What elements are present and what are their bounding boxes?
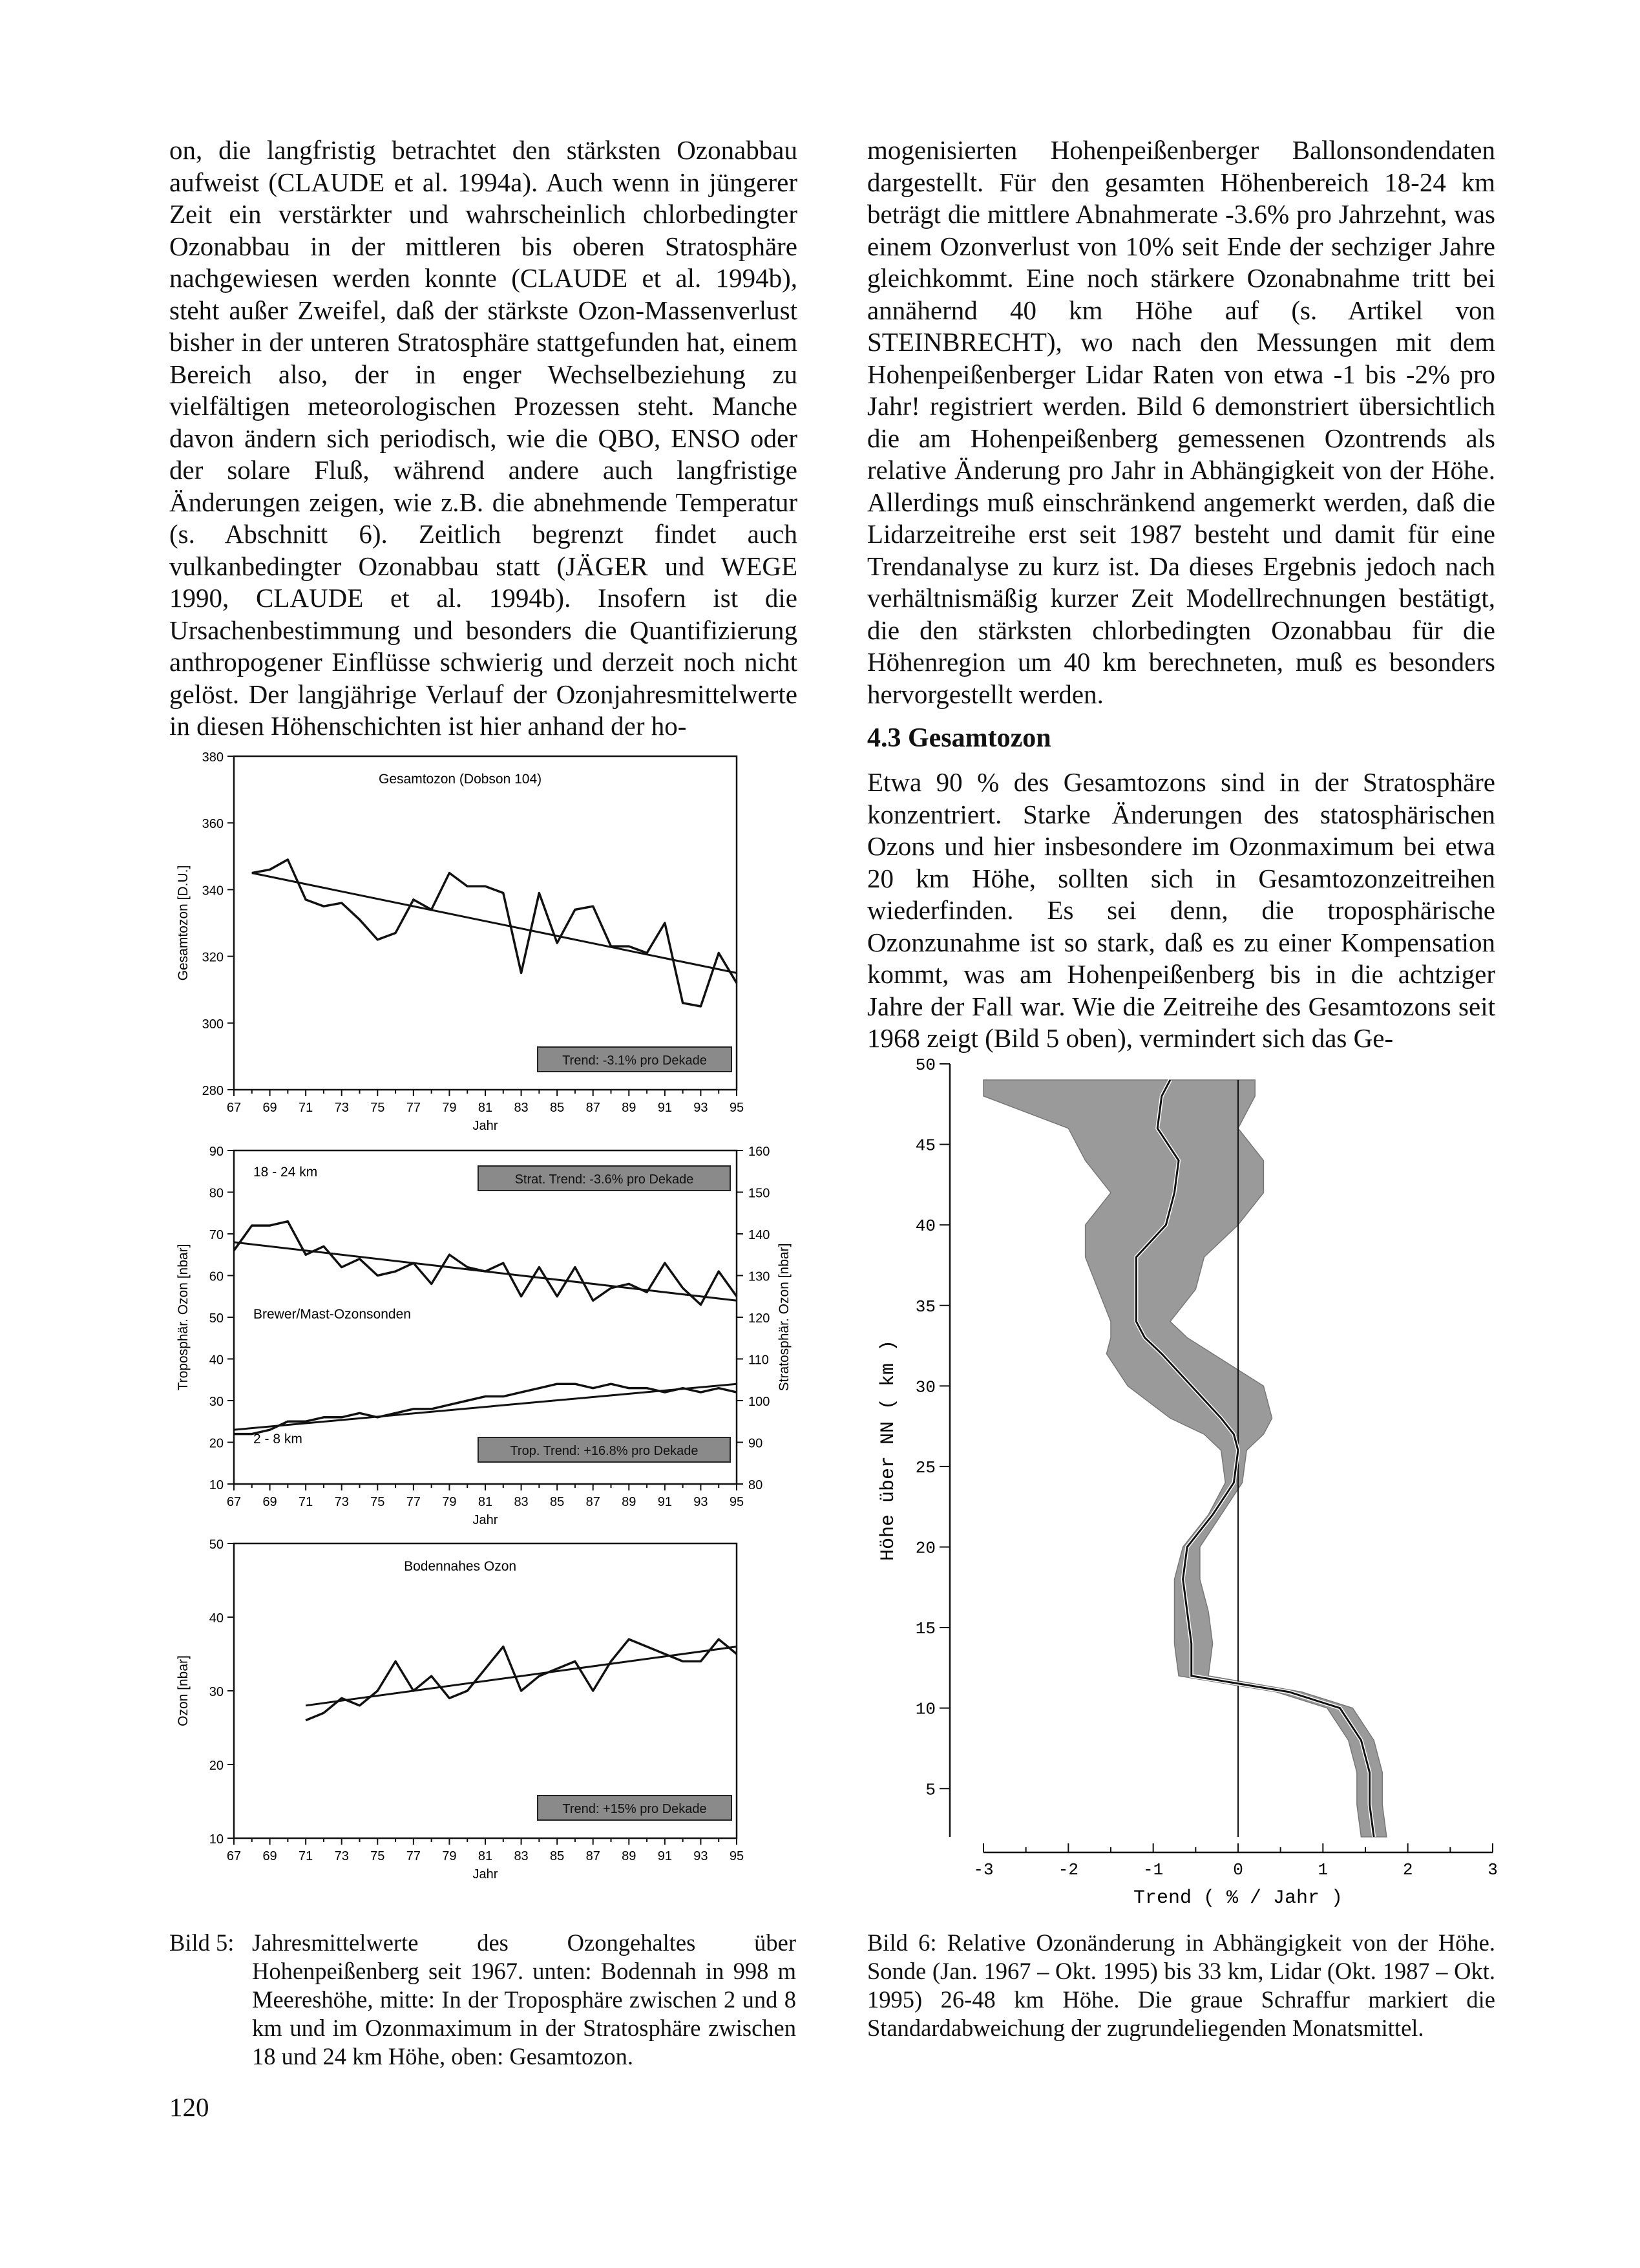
x-tick-label: 89 xyxy=(622,1101,636,1115)
y-tick-label: 20 xyxy=(209,1759,224,1773)
x-tick-label: 2 xyxy=(1402,1860,1413,1880)
y-tick-label: 10 xyxy=(209,1478,224,1492)
y-tick-label: 50 xyxy=(915,1055,936,1075)
y-axis-label: Troposphär. Ozon [nbar] xyxy=(176,1244,191,1391)
y-tick-label: 15 xyxy=(915,1619,936,1639)
x-tick-label: -3 xyxy=(973,1860,994,1880)
trend-badge-label: Trop. Trend: +16.8% pro Dekade xyxy=(510,1444,699,1458)
trend-line xyxy=(234,1384,737,1430)
x-tick-label: 87 xyxy=(585,1495,600,1509)
x-tick-label: 71 xyxy=(299,1101,313,1115)
x-tick-label: 93 xyxy=(693,1495,708,1509)
x-tick-label: 0 xyxy=(1233,1860,1243,1880)
x-tick-label: 71 xyxy=(299,1849,313,1863)
x-tick-label: 67 xyxy=(226,1495,242,1509)
left-text-column xyxy=(169,134,797,743)
chart-title: Bodennahes Ozon xyxy=(404,1559,517,1574)
x-tick-label: 77 xyxy=(406,1495,421,1509)
y-right-tick-label: 140 xyxy=(748,1228,770,1242)
y-tick-label: 10 xyxy=(915,1699,936,1719)
caption-text: Jahresmittelwerte des Ozongehaltes über Hohenpeißenberg seit 1967. unten: Bodennah in 998 m Meereshöhe, mitte: In der Troposphäre zwischen 2 und 8 km und im Ozonmaximum in der Stratosphäre zwischen 18 und 24 km Höhe, oben: Gesamtozon. xyxy=(252,1929,796,2070)
y-tick-label: 80 xyxy=(209,1186,224,1201)
x-axis-label: Jahr xyxy=(472,1867,498,1881)
x-tick-label: 67 xyxy=(226,1101,242,1115)
y-axis-label: Ozon [nbar] xyxy=(176,1655,191,1726)
x-tick-label: 95 xyxy=(729,1495,744,1509)
x-tick-label: 89 xyxy=(622,1495,636,1509)
paragraph: Etwa 90 % des Gesamtozons sind in der Stratosphäre konzentriert. Starke Änderungen des statosphärischen Ozons und hier insbesondere im Ozonmaximum bei etwa 20 km Höhe, sollten sich in Gesamtozonzeitreihen wiederfinden. Es sei denn, die troposphärische Ozonzunahme ist so stark, daß es zu einer Kompensation kommt, was am Hohenpeißenberg bis in die achtziger Jahre der Fall war. Wie die Zeitreihe des Gesamtozons seit 1968 zeigt (Bild 5 oben), vermindert sich das Ge- xyxy=(867,767,1495,1053)
x-tick-label: 95 xyxy=(729,1849,744,1863)
y-tick-label: 50 xyxy=(209,1311,224,1326)
x-tick-label: 93 xyxy=(693,1849,708,1863)
x-tick-label: 73 xyxy=(334,1849,349,1863)
x-tick-label: 69 xyxy=(262,1495,277,1509)
series-line xyxy=(306,1639,737,1720)
y-right-tick-label: 100 xyxy=(748,1395,770,1409)
plot-frame xyxy=(234,756,737,1090)
y-right-axis-label: Stratosphär. Ozon [nbar] xyxy=(777,1243,792,1392)
y-right-tick-label: 80 xyxy=(748,1478,763,1492)
y-tick-label: 30 xyxy=(209,1685,224,1699)
y-right-tick-label: 90 xyxy=(748,1436,763,1451)
series-line xyxy=(252,860,737,1006)
paragraph: on, die langfristig betrachtet den stärksten Ozonabbau aufweist (CLAUDE et al. 1994a). Auch wenn in jüngerer Zeit ein verstärkter und wahrscheinlich chlorbedingter Ozonabbau in der mittleren bis oberen Stratosphäre nachgewiesen werden konnte (CLAUDE et al. 1994b), steht außer Zweifel, daß der stärkste Ozon-Massenverlust bisher in der unteren Stratosphäre stattgefunden hat, einem Bereich also, der in enger Wechselbeziehung zu vielfältigen meteorologischen Prozessen steht. Manche davon ändern sich periodisch, wie die QBO, ENSO oder der solare Fluß, während andere auch langfristige Änderungen zeigen, wie z.B. die abnehmende Temperatur (s. Abschnitt 6). Zeitlich begrenzt findet auch vulkanbedingter Ozonabbau statt (JÄGER und WEGE 1990, CLAUDE et al. 1994b). Insofern ist die Ursachenbestimmung und besonders die Quantifizierung anthropogener Einflüsse schwierig und derzeit noch nicht gelöst. Der langjährige Verlauf der Ozonjahresmittelwerte in diesen Höhenschichten ist hier anhand der ho- xyxy=(169,135,797,741)
figure-5 xyxy=(169,750,803,1894)
y-tick-label: 45 xyxy=(915,1136,936,1156)
paragraph: mogenisierten Hohenpeißenberger Ballonsondendaten dargestellt. Für den gesamten Höhenbereich 18-24 km beträgt die mittlere Abnahmerate -3.6% pro Jahrzehnt, was einem Ozonverlust von 10% seit Ende der sechziger Jahre gleichkommt. Eine noch stärkere Ozonabnahme tritt bei annähernd 40 km Höhe auf (s. Artikel von STEINBRECHT), wo nach den Messungen mit dem Hohenpeißenberger Lidar Raten von etwa -1 bis -2% pro Jahr! registriert werden. Bild 6 demonstriert übersichtlich die am Hohenpeißenberg gemessenen Ozontrends als relative Änderung pro Jahr in Abhängigkeit von der Höhe. Allerdings muß einschränkend angemerkt werden, daß die Lidarzeitreihe erst seit 1987 besteht und damit für eine Trendanalyse zu kurz ist. Da dieses Ergebnis jedoch nach verhältnismäßig kurzer Zeit Modellrechnungen bestätigt, die den stärksten chlorbedingten Ozonabbau für die Höhenregion um 40 km berechneten, muß es besonders hervorgestellt werden. xyxy=(867,135,1495,709)
trend-badge-label: Trend: +15% pro Dekade xyxy=(562,1802,707,1816)
x-tick-label: 1 xyxy=(1318,1860,1329,1880)
x-tick-label: 85 xyxy=(550,1495,565,1509)
section-text-column xyxy=(867,767,1495,1055)
x-tick-label: 77 xyxy=(406,1849,421,1863)
x-tick-label: 89 xyxy=(622,1849,636,1863)
y-tick-label: 70 xyxy=(209,1228,224,1242)
x-axis-label: Jahr xyxy=(472,1513,498,1527)
y-tick-label: 35 xyxy=(915,1297,936,1317)
y-tick-label: 300 xyxy=(202,1017,224,1032)
std-dev-band xyxy=(983,1080,1387,1837)
y-right-tick-label: 110 xyxy=(748,1353,769,1368)
y-tick-label: 90 xyxy=(209,1145,224,1159)
chart-gesamtozon xyxy=(176,750,744,1133)
x-tick-label: 79 xyxy=(442,1101,457,1115)
x-tick-label: -1 xyxy=(1143,1860,1164,1880)
chart-title: Gesamtozon (Dobson 104) xyxy=(379,772,542,787)
y-tick-label: 40 xyxy=(915,1216,936,1236)
right-text-column xyxy=(867,134,1495,710)
x-tick-label: 67 xyxy=(226,1849,242,1863)
trend-badge-label: Trend: -3.1% pro Dekade xyxy=(562,1054,707,1068)
x-tick-label: 75 xyxy=(370,1849,385,1863)
y-tick-label: 30 xyxy=(209,1395,224,1409)
y-tick-label: 360 xyxy=(202,817,224,832)
x-tick-label: 81 xyxy=(478,1101,493,1115)
series-label: Brewer/Mast-Ozonsonden xyxy=(253,1307,411,1322)
x-tick-label: -2 xyxy=(1058,1860,1078,1880)
page-number: 120 xyxy=(169,2092,209,2122)
x-tick-label: 79 xyxy=(442,1495,457,1509)
y-tick-label: 25 xyxy=(915,1457,936,1478)
y-axis-label: Gesamtozon [D.U.] xyxy=(176,865,191,981)
y-tick-label: 30 xyxy=(915,1377,936,1397)
chart-ozonsonden xyxy=(176,1145,792,1527)
chart-bodennahes-ozon xyxy=(176,1538,744,1881)
figure-6-caption xyxy=(867,1929,1495,2042)
x-tick-label: 77 xyxy=(406,1101,421,1115)
caption-label: Bild 5: xyxy=(169,1929,235,1956)
y-right-tick-label: 120 xyxy=(748,1311,770,1326)
x-tick-label: 87 xyxy=(585,1849,600,1863)
y-tick-label: 10 xyxy=(209,1832,224,1847)
x-tick-label: 93 xyxy=(693,1101,708,1115)
caption-text: Bild 6: Relative Ozonänderung in Abhängigkeit von der Höhe. Sonde (Jan. 1967 – Okt. 1995) bis 33 km, Lidar (Okt. 1987 – Okt. 1995) 26-48 km Höhe. Die graue Schraffur markiert die Standardabweichung der zugrundeliegenden Monatsmittel. xyxy=(867,1929,1495,2041)
y-tick-label: 20 xyxy=(915,1538,936,1558)
y-tick-label: 40 xyxy=(209,1353,224,1368)
x-tick-label: 87 xyxy=(585,1101,600,1115)
x-tick-label: 3 xyxy=(1488,1860,1498,1880)
y-tick-label: 50 xyxy=(209,1538,224,1552)
y-tick-label: 340 xyxy=(202,884,224,898)
y-tick-label: 320 xyxy=(202,950,224,965)
x-tick-label: 75 xyxy=(370,1101,385,1115)
band-label: 2 - 8 km xyxy=(253,1432,302,1447)
x-tick-label: 81 xyxy=(478,1849,493,1863)
band-label: 18 - 24 km xyxy=(253,1165,318,1180)
trend-badge-label: Strat. Trend: -3.6% pro Dekade xyxy=(514,1172,694,1187)
x-axis-label: Jahr xyxy=(472,1119,498,1133)
y-tick-label: 5 xyxy=(925,1780,936,1800)
x-tick-label: 85 xyxy=(550,1849,565,1863)
x-tick-label: 91 xyxy=(657,1495,672,1509)
x-tick-label: 69 xyxy=(262,1849,277,1863)
y-tick-label: 380 xyxy=(202,750,224,765)
y-tick-label: 20 xyxy=(209,1436,224,1451)
x-tick-label: 73 xyxy=(334,1495,349,1509)
y-tick-label: 60 xyxy=(209,1269,224,1284)
x-tick-label: 83 xyxy=(514,1849,529,1863)
figure-5-caption xyxy=(169,1929,796,2071)
x-tick-label: 83 xyxy=(514,1101,529,1115)
y-right-tick-label: 160 xyxy=(748,1145,770,1159)
y-axis-label: Höhe über NN ( km ) xyxy=(878,1339,899,1562)
x-tick-label: 85 xyxy=(550,1101,565,1115)
x-tick-label: 71 xyxy=(299,1495,313,1509)
y-tick-label: 40 xyxy=(209,1611,224,1626)
x-tick-label: 95 xyxy=(729,1101,744,1115)
y-right-tick-label: 150 xyxy=(748,1186,770,1201)
x-axis-label: Trend ( % / Jahr ) xyxy=(1133,1887,1343,1909)
x-tick-label: 81 xyxy=(478,1495,493,1509)
x-tick-label: 79 xyxy=(442,1849,457,1863)
x-tick-label: 69 xyxy=(262,1101,277,1115)
trend-line xyxy=(234,1242,737,1300)
x-tick-label: 91 xyxy=(657,1849,672,1863)
y-tick-label: 280 xyxy=(202,1084,224,1098)
chart-ozone-trend-profile xyxy=(878,1055,1498,1909)
figure-6 xyxy=(867,1054,1507,1913)
trend-line xyxy=(306,1647,737,1706)
section-heading: 4.3 Gesamtozon xyxy=(867,723,1051,753)
plot-frame xyxy=(234,1543,737,1838)
y-right-tick-label: 130 xyxy=(748,1269,770,1284)
x-tick-label: 91 xyxy=(657,1101,672,1115)
x-tick-label: 83 xyxy=(514,1495,529,1509)
x-tick-label: 73 xyxy=(334,1101,349,1115)
x-tick-label: 75 xyxy=(370,1495,385,1509)
